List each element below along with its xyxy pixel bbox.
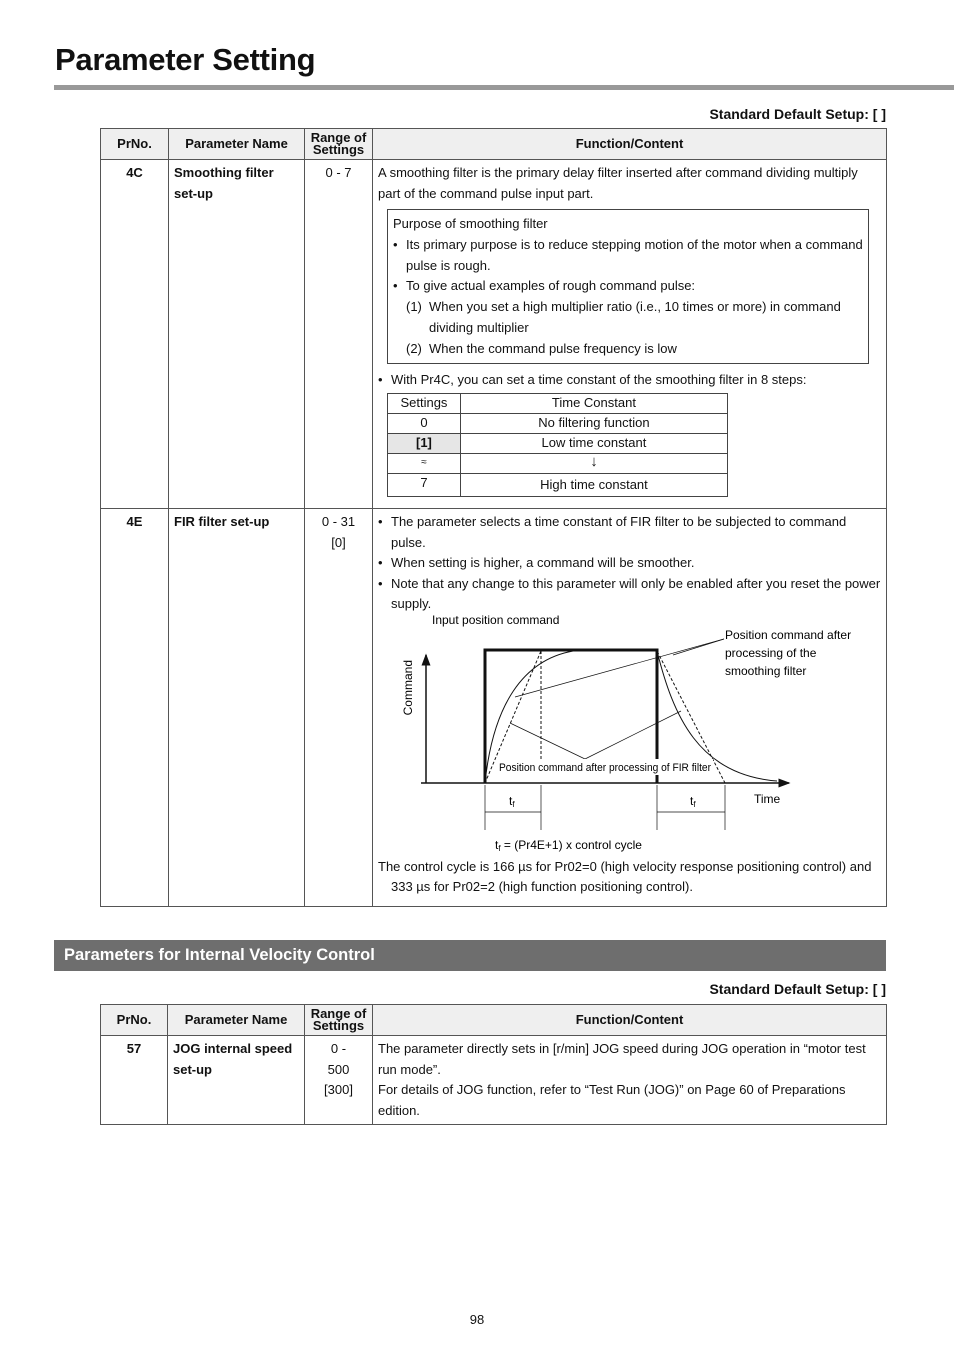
tc-value: High time constant	[460, 474, 727, 497]
header-parameter-name: Parameter Name	[169, 129, 305, 160]
title-rule	[54, 85, 954, 90]
tc-value: No filtering function	[460, 414, 727, 434]
header-function: Function/Content	[373, 129, 887, 160]
intro-text: A smoothing filter is the primary delay filter inserted after command dividing multiply part of the command pulse input part.	[378, 165, 858, 201]
smoothing-filter-label: Position command after processing of the smoothing filter	[725, 627, 852, 678]
table-header-row	[101, 129, 887, 160]
tf-label: tf	[690, 793, 696, 809]
function-cell	[373, 160, 887, 509]
bullet-item: • Its primary purpose is to reduce stepping motion of the motor when a command pulse is rough.	[393, 235, 864, 277]
bullet-item: • When setting is higher, a command will be smoother.	[378, 553, 881, 574]
time-constant-table	[387, 393, 728, 497]
fir-filter-label: Position command after processing of FIR filter	[499, 761, 712, 774]
purpose-title: Purpose of smoothing filter	[393, 216, 548, 231]
tc-row	[388, 474, 728, 497]
tc-row	[388, 434, 728, 454]
table-row-4c	[101, 160, 887, 509]
tc-header-settings: Settings	[388, 394, 461, 414]
fir-leader-line	[510, 723, 585, 759]
section-header: Parameters for Internal Velocity Control	[54, 940, 886, 971]
parameter-table-1	[100, 128, 887, 907]
tc-row	[388, 454, 728, 474]
y-axis-label: Command	[401, 659, 415, 715]
control-cycle-note: The control cycle is 166 µs for Pr02=0 (high velocity response positioning control) and 333 µs for Pr02=2 (high function positioning control).	[378, 858, 872, 894]
range-cell: 0 - 7	[305, 160, 373, 509]
prno-cell: 4C	[101, 160, 169, 509]
header-prno: PrNo.	[101, 129, 169, 160]
page-number: 98	[469, 1312, 485, 1327]
numbered-item: (2) When the command pulse frequency is low	[406, 340, 677, 356]
function-cell	[373, 509, 887, 907]
tc-header-time-constant: Time Constant	[460, 394, 727, 414]
x-axis-label: Time	[754, 791, 781, 806]
table-row-4e	[101, 509, 887, 907]
fir-leader-line	[585, 711, 681, 759]
tc-setting: 7	[388, 474, 461, 497]
table-header-row	[101, 1005, 887, 1036]
header-range: Range of Settings	[305, 1005, 373, 1036]
filter-response-diagram	[373, 615, 875, 857]
tf-formula: tf = (Pr4E+1) x control cycle	[495, 837, 642, 853]
description-text: For details of JOG function, refer to “Test Run (JOG)” on Page 60 of Preparations edition.	[378, 1082, 846, 1118]
smoothing-leader-line	[515, 639, 724, 697]
tc-header-row	[388, 394, 728, 414]
prno-cell: 57	[101, 1036, 168, 1125]
prno-cell: 4E	[101, 509, 169, 907]
function-cell	[373, 1036, 887, 1125]
purpose-box	[387, 209, 869, 364]
table-row-57	[101, 1036, 887, 1125]
default-setup-label: Standard Default Setup: [ ]	[709, 981, 886, 997]
steps-note: • With Pr4C, you can set a time constant of the smoothing filter in 8 steps:	[378, 370, 881, 391]
smoothing-leader-line	[673, 639, 724, 655]
header-range: Range of Settings	[305, 129, 373, 160]
parameter-name-cell: JOG internal speed set-up	[168, 1036, 305, 1125]
bullet-item: • Note that any change to this parameter will only be enabled after you reset the power supply.	[378, 574, 881, 615]
default-setup-label: Standard Default Setup: [ ]	[709, 106, 886, 122]
description-text: The parameter directly sets in [r/min] JOG speed during JOG operation in “motor test run mode”.	[378, 1041, 866, 1077]
parameter-name-cell: FIR filter set-up	[169, 509, 305, 907]
tc-setting: ≈	[388, 454, 461, 474]
parameter-name-cell: Smoothing filter set-up	[169, 160, 305, 509]
tc-setting-default: [1]	[388, 434, 461, 454]
range-cell: 0 - 31 [0]	[305, 509, 373, 907]
tc-value: Low time constant	[460, 434, 727, 454]
bullet-item: • To give actual examples of rough command pulse:	[393, 276, 864, 297]
page-title: Parameter Setting	[55, 42, 316, 77]
header-prno: PrNo.	[101, 1005, 168, 1036]
tf-label: tf	[509, 793, 515, 809]
down-arrow-icon: ↓	[460, 454, 727, 474]
parameter-table-2	[100, 1004, 887, 1125]
header-function: Function/Content	[373, 1005, 887, 1036]
header-parameter-name: Parameter Name	[168, 1005, 305, 1036]
tc-row	[388, 414, 728, 434]
input-command-label: Input position command	[432, 614, 560, 627]
bullet-item: • The parameter selects a time constant of FIR filter to be subjected to command pulse.	[378, 512, 881, 553]
numbered-item: (1) When you set a high multiplier ratio (i.e., 10 times or more) in command dividing multiplier	[406, 299, 841, 335]
range-cell: 0 - 500 [300]	[305, 1036, 373, 1125]
tc-setting: 0	[388, 414, 461, 434]
